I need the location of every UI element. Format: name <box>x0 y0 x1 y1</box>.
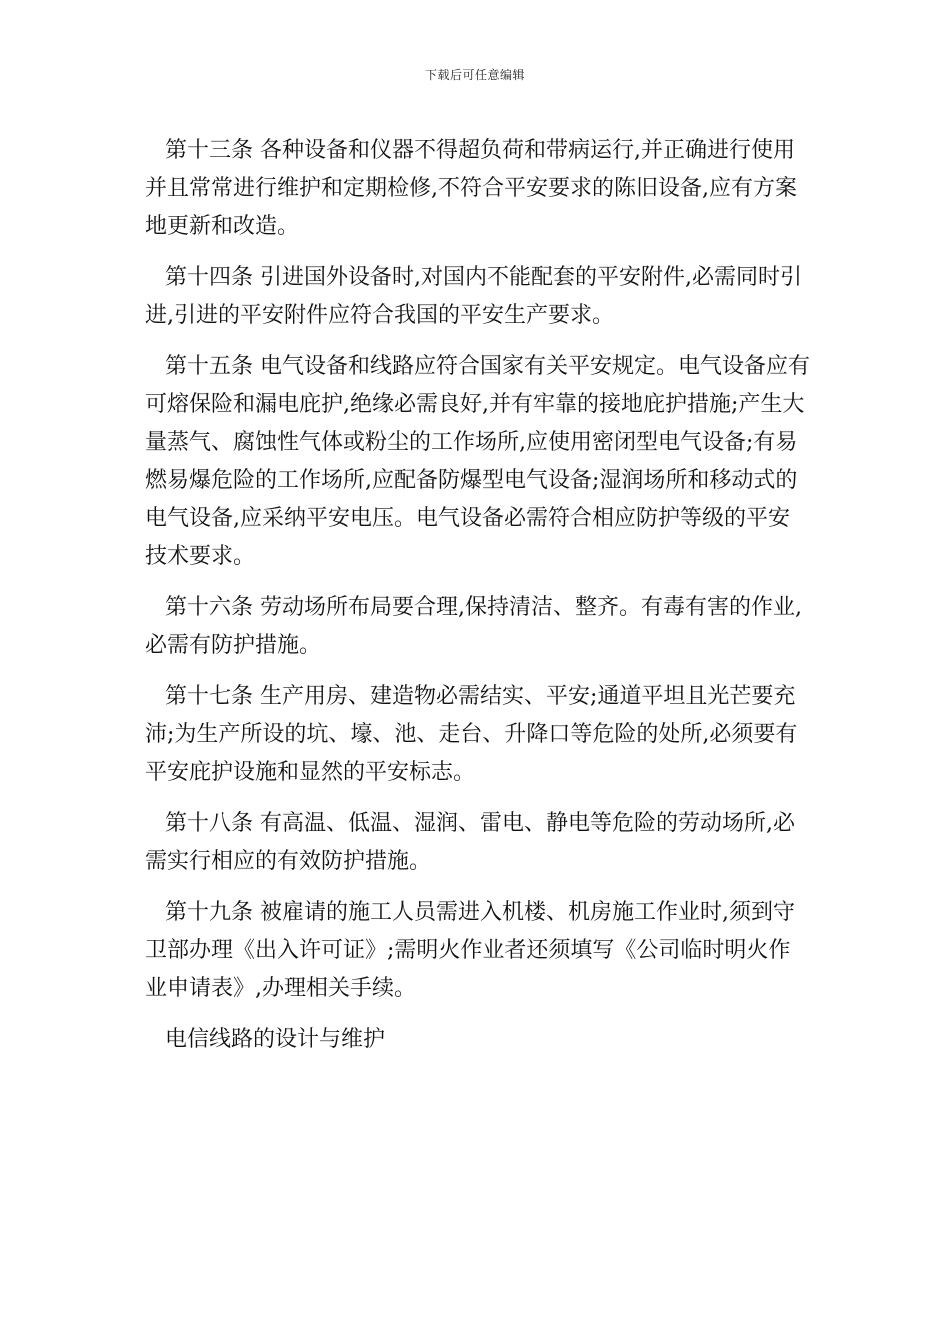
paragraph-article-18: 第十八条 有高温、低温、湿润、雷电、静电等危险的劳动场所,必需实行相应的有效防护措施。 <box>145 811 795 874</box>
page-header: 下载后可任意编辑 <box>424 68 525 82</box>
paragraph-article-16: 第十六条 劳动场所布局要合理,保持清洁、整齐。有毒有害的作业,必需有防护措施。 <box>145 595 802 658</box>
paragraph-article-14: 第十四条 引进国外设备时,对国内不能配套的平安附件,必需同时引进,引进的平安附件应符合我国的平安生产要求。 <box>145 265 802 328</box>
paragraph-article-15: 第十五条 电气设备和线路应符合国家有关平安规定。电气设备应有可熔保险和漏电庇护,绝缘必需良好,并有牢靠的接地庇护措施;产生大量蒸气、腐蚀性气体或粉尘的工作场所,应使用密闭型电气设备;有易燃易爆危险的工作场所,应配备防爆型电气设备;湿润场所和移动式的电气设备,应采纳平安电压。电气设备必需符合相应防护等级的平安技术要求。 <box>145 354 810 569</box>
paragraph-article-19: 第十九条 被雇请的施工人员需进入机楼、机房施工作业时,须到守卫部办理《出入许可证》;需明火作业者还须填写《公司临时明火作业申请表》,办理相关手续。 <box>145 900 795 1001</box>
document-body <box>145 132 810 1072</box>
paragraph-article-17: 第十七条 生产用房、建造物必需结实、平安;通道平坦且光芒要充沛;为生产所设的坑、壕、池、走台、升降口等危险的处所,必须要有平安庇护设施和显然的平安标志。 <box>145 684 798 785</box>
section-heading: 电信线路的设计与维护 <box>165 1027 386 1052</box>
paragraph-article-13: 第十三条 各种设备和仪器不得超负荷和带病运行,并正确进行使用并且常常进行维护和定期检修,不符合平安要求的陈旧设备,应有方案地更新和改造。 <box>145 138 797 239</box>
